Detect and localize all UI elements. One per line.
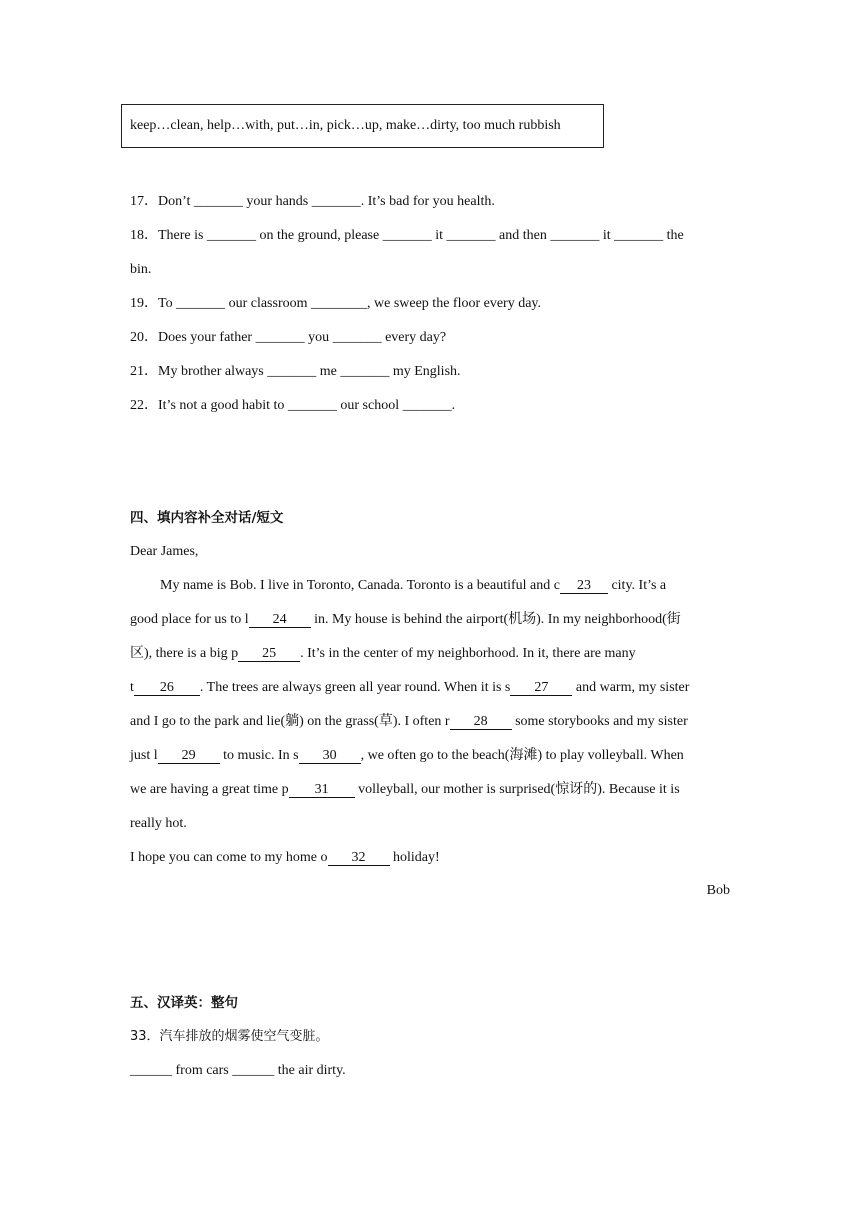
passage-line-6: just l 29 to music. In s 30 , we often go to the beach(海滩) to play volleyball. When (130, 748, 684, 763)
section-4-heading: 四、填内容补全对话/短文 (130, 510, 284, 526)
question-17: 17．Don’t _______ your hands _______. It’s bad for you health. (130, 194, 495, 209)
question-18-continued: bin. (130, 262, 152, 277)
question-18-text: 18．There is _______ on the ground, please _______ it _______ and then _______ it _______ the (130, 228, 684, 243)
blank-29[interactable]: 29 (158, 748, 220, 764)
letter-closing: I hope you can come to my home o 32 holiday! (130, 850, 440, 865)
blank-26[interactable]: 26 (134, 680, 200, 696)
letter-salutation: Dear James, (130, 544, 199, 559)
question-22: 22．It’s not a good habit to _______ our school _______. (130, 398, 456, 413)
question-33-answer: ______ from cars ______ the air dirty. (130, 1063, 346, 1078)
passage-line-2: good place for us to l 24 in. My house is behind the airport(机场). In my neighborhood(街 (130, 612, 681, 627)
passage-line-1: My name is Bob. I live in Toronto, Canada. Toronto is a beautiful and c 23 city. It’s a (160, 578, 667, 593)
blank-23[interactable]: 23 (560, 578, 608, 594)
question-18 (130, 227, 730, 245)
blank-32[interactable]: 32 (328, 850, 390, 866)
word-bank-box (121, 104, 604, 148)
passage-line-5: and I go to the park and lie(躺) on the grass(草). I often r 28 some storybooks and my sister (130, 714, 688, 729)
section-5-heading: 五、汉译英：整句 (130, 995, 238, 1011)
letter-signature: Bob (706, 883, 730, 898)
passage-line-4: t 26 . The trees are always green all year round. When it is s 27 and warm, my sister (130, 680, 690, 695)
blank-27[interactable]: 27 (510, 680, 572, 696)
blank-31[interactable]: 31 (289, 782, 355, 798)
question-19: 19．To _______ our classroom ________, we sweep the floor every day. (130, 296, 542, 311)
blank-24[interactable]: 24 (249, 612, 311, 628)
question-20: 20．Does your father _______ you _______ every day? (130, 330, 447, 345)
blank-30[interactable]: 30 (299, 748, 361, 764)
question-21: 21．My brother always _______ me _______ my English. (130, 364, 461, 379)
passage-line-7: we are having a great time p 31 volleyball, our mother is surprised(惊讶的). Because it is (130, 782, 680, 797)
blank-28[interactable]: 28 (450, 714, 512, 730)
blank-25[interactable]: 25 (238, 646, 300, 662)
passage-line-8: really hot. (130, 816, 187, 831)
word-bank-text: keep…clean, help…with, put…in, pick…up, make…dirty, too much rubbish (130, 118, 561, 133)
passage-line-3: 区), there is a big p 25 . It’s in the center of my neighborhood. In it, there are many (130, 646, 636, 661)
question-33: 33．汽车排放的烟雾使空气变脏。 (130, 1029, 329, 1044)
